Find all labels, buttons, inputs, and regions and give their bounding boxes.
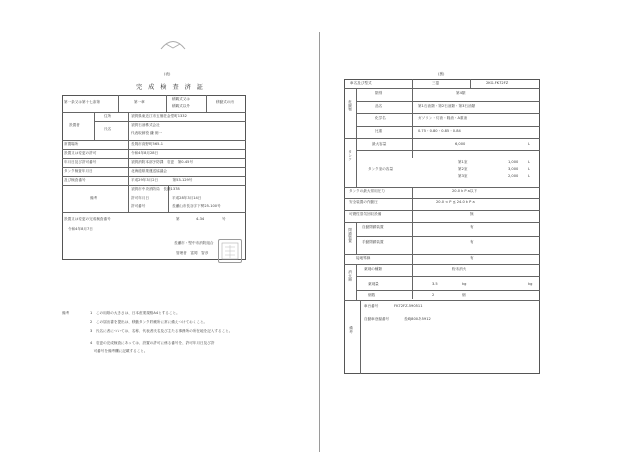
remarks-line2b: 平成28年3月14日 — [172, 196, 202, 200]
page-divider — [319, 32, 320, 452]
chamber-1-unit: L — [528, 160, 531, 164]
chamber-3-value: 2,000 — [508, 174, 519, 178]
remarks-label: 備考 — [90, 196, 98, 200]
applicant-name-label: 氏名 — [104, 127, 112, 131]
closing-section: 閉鎖装置 — [348, 228, 353, 243]
left-title: 完 成 検 査 済 証 — [136, 84, 205, 91]
agent-qty-label: 薬剤量 — [368, 282, 379, 286]
applicant-section: 設置者 — [69, 123, 80, 127]
applicant-name-value1: 須賀石油株式会社 — [131, 123, 160, 127]
completion-label: 設置又は変更の完成検査番号 — [64, 217, 111, 221]
agent-value: 粉末消火 — [452, 267, 467, 271]
type-value: 第4類 — [456, 91, 466, 95]
agent-qty-unit1: kg — [462, 282, 467, 286]
car-maker: 三菱 — [432, 81, 440, 85]
car-no-label: 車名及び型式 — [350, 81, 372, 85]
completion-suffix: 号 — [222, 217, 226, 221]
max-pressure-label: タンクの最大常用圧力 — [349, 189, 385, 193]
issue-date: 令和4年8月7日 — [68, 227, 93, 231]
chamber-2-unit: L — [528, 167, 531, 171]
note-2: 2 この届出書を提出は、移動タンク貯蔵所に常に備えつけておくこと。 — [90, 320, 208, 324]
max-capacity-unit: L — [528, 142, 531, 146]
inspection-no-label: 及び検査番号 — [64, 178, 86, 182]
safety-value: 20.0 < P ≦ 24.0 k P a — [436, 200, 475, 204]
gravity-value: 0.75・0.80・0.85・0.84 — [418, 129, 461, 133]
type-label: 類別 — [375, 91, 383, 95]
completion-num-label: 第 — [176, 217, 180, 221]
plate-no-value: 長崎800あ5912 — [404, 317, 431, 321]
ground-wire-label: 接地導線 — [356, 256, 371, 260]
chassis-no-value: FK72FZ-590511 — [394, 304, 423, 308]
chambers-label: タンク室の容量 — [368, 167, 394, 171]
permit-no-value: 須賀消防本部予防課 変更 第0-45号 — [131, 160, 194, 164]
product-label: 品名 — [375, 104, 383, 108]
count-unit: 個 — [462, 293, 466, 297]
permit-label: 設置又は変更の許可 — [64, 151, 97, 155]
right-remarks-label: 備考 — [349, 326, 354, 334]
flammable-value: 無 — [470, 212, 474, 216]
row1-col3a: 積載式又は — [172, 97, 190, 101]
agent-qty-unit2: kg — [528, 282, 533, 286]
extinguisher-section: 消火器 — [348, 270, 353, 281]
chamber-2-value: 3,000 — [508, 167, 519, 171]
cargo-section: 危険物 — [348, 100, 353, 111]
gravity-label: 比重 — [375, 129, 383, 133]
tank-section: タンク — [348, 150, 353, 161]
left-page-label: (表) — [164, 72, 171, 76]
remarks-line1: 須賀市中央消防局 長瀬1378 — [131, 187, 180, 191]
auto-close-value: 有 — [470, 225, 474, 229]
issuer-line1: 長瀬市・堅中市消防組合 — [174, 241, 214, 245]
remarks-line2a: 許可年月日 — [131, 196, 149, 200]
applicant-name-value2: 代表取締役 鎌 朗一 — [131, 131, 163, 135]
agent-label: 薬剤の種類 — [364, 267, 382, 271]
location-value: 長岡市高野町565-1 — [131, 142, 164, 146]
note-1: 1 この用紙の大きさは、日本産業規格A4とすること。 — [90, 311, 180, 315]
location-label: 常置場所 — [64, 142, 79, 146]
notes-label: 備考 — [62, 311, 70, 315]
official-seal-stamp — [218, 239, 242, 263]
max-capacity-value: 6,000 — [455, 142, 466, 146]
row1-col4: 移動式の丙 — [216, 100, 234, 104]
inspection-date-value: 北海道紙業運送協議会 — [131, 169, 167, 173]
row1-label: 第一条又は第十七条第 — [64, 100, 100, 104]
row1-col3b: 積載式以外 — [172, 104, 190, 108]
manual-close-label: 手動閉鎖装置 — [362, 240, 384, 244]
ground-wire-value: 有 — [470, 256, 474, 260]
manual-close-value: 有 — [470, 240, 474, 244]
completion-num: 4-34 — [196, 217, 205, 221]
chamber-2-name: 第2室 — [458, 167, 468, 171]
remarks-line3a: 許可番号 — [131, 204, 146, 208]
chamber-1-name: 第1室 — [458, 160, 468, 164]
plate-no-label: 自動車登録番号 — [364, 317, 390, 321]
remarks-line3b: 長瀬山市長谷字下勢25-100号 — [172, 204, 221, 208]
auto-close-label: 自動閉鎖装置 — [362, 225, 384, 229]
inspection-no-value: 平成29年3月2日 第53-129号 — [131, 178, 193, 182]
issuer-line2: 管理者 富岡 智彦 — [176, 251, 209, 255]
row1-col2: 第一章 — [134, 100, 145, 104]
chamber-1-value: 1,000 — [508, 160, 519, 164]
chamber-3-unit: L — [528, 174, 531, 178]
product-value: 第1石油類・第2石油類・第3石油類 — [418, 104, 476, 108]
applicant-addr-value: 須賀県東近江市五個荘金堂町1332 — [131, 114, 187, 118]
permit-no-label: 年月日及び許可番号 — [64, 160, 97, 164]
note-3: 3 氏名に者については、名称、代表者氏名及び主たる事務所の所在地を記入すること。 — [90, 329, 233, 333]
agent-qty-value: 3.5 — [432, 282, 438, 286]
count-label: 個数 — [368, 293, 376, 297]
flammable-label: 可燃性蒸気回収設備 — [349, 212, 382, 216]
chemical-label: 化学名 — [375, 116, 386, 120]
chassis-no-label: 車台番号 — [364, 304, 379, 308]
count-value: 2 — [432, 293, 435, 297]
chamber-3-name: 第3室 — [458, 174, 468, 178]
car-type: 2KG-FK72FZ — [486, 81, 509, 85]
permit-value: 令和4年8月28日 — [131, 151, 159, 155]
applicant-addr-label: 住所 — [104, 114, 112, 118]
max-capacity-label: 最大容量 — [372, 142, 387, 146]
safety-label: 安全装置の作動圧 — [349, 200, 378, 204]
inspection-date-label: タンク検査年月日 — [64, 169, 93, 173]
note-4: 4 変更の完成検査にあっては、設置の許可に係る番号を、許可年月日及び許 — [90, 341, 215, 345]
binder-clip-icon — [158, 38, 188, 52]
chemical-value: ガソリン・灯油・軽油・A重油 — [418, 116, 468, 120]
note-5: 可番号を備考欄に記載すること。 — [90, 349, 148, 353]
max-pressure-value: 20.0 k P a以下 — [452, 189, 478, 193]
right-page-label: (裏) — [438, 72, 445, 76]
